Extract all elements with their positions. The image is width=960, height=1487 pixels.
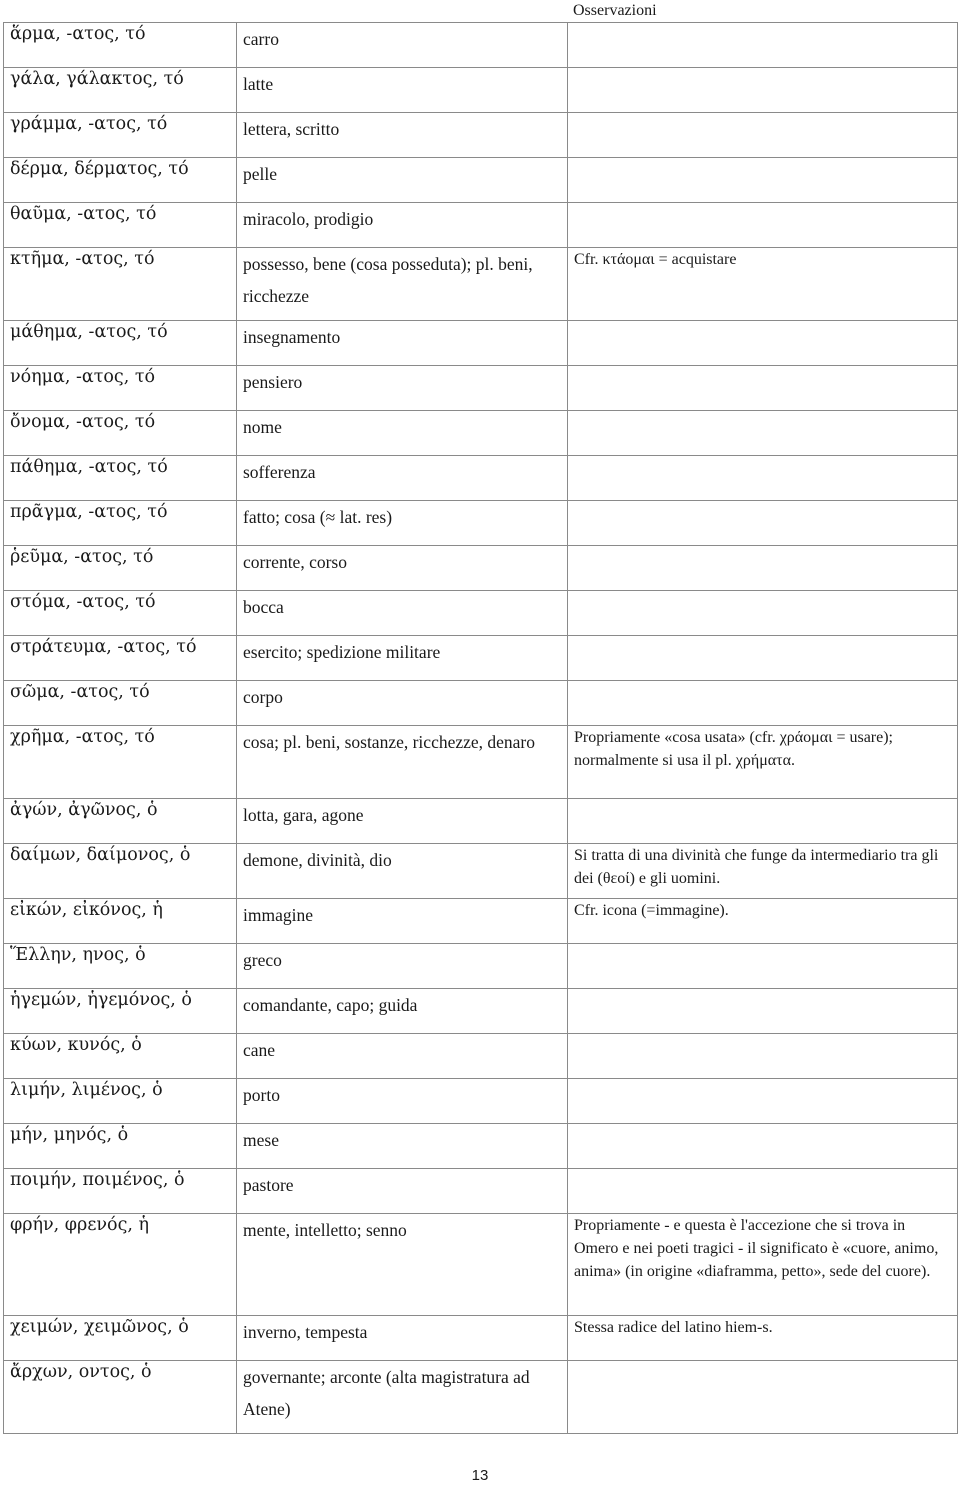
italian-meaning: greco — [237, 944, 568, 989]
table-row — [4, 23, 958, 68]
italian-meaning: comandante, capo; guida — [237, 989, 568, 1034]
observation-note — [568, 1169, 958, 1214]
table-row — [4, 1214, 958, 1316]
table-row — [4, 799, 958, 844]
italian-meaning: cane — [237, 1034, 568, 1079]
table-row — [4, 113, 958, 158]
table-row — [4, 989, 958, 1034]
italian-meaning: immagine — [237, 899, 568, 944]
greek-term: στόμα, -ατος, τό — [4, 591, 237, 636]
observation-note: Propriamente - e questa è l'accezione che si trova in Omero e nei poeti tragici - il significato è «cuore, animo, anima» (in origine «diaframma, petto», sede del cuore). — [568, 1214, 958, 1316]
observation-note — [568, 456, 958, 501]
italian-meaning: miracolo, prodigio — [237, 203, 568, 248]
greek-term: φρήν, φρενός, ἡ — [4, 1214, 237, 1316]
table-row — [4, 844, 958, 899]
greek-term: ῥεῦμα, -ατος, τό — [4, 546, 237, 591]
italian-meaning: possesso, bene (cosa posseduta); pl. beni, ricchezze — [237, 248, 568, 321]
greek-term: σῶμα, -ατος, τό — [4, 681, 237, 726]
observation-note — [568, 23, 958, 68]
greek-term: λιμήν, λιμένος, ὁ — [4, 1079, 237, 1124]
greek-term: κύων, κυνός, ὁ — [4, 1034, 237, 1079]
table-row — [4, 203, 958, 248]
observation-note — [568, 203, 958, 248]
observation-note — [568, 321, 958, 366]
observation-note — [568, 546, 958, 591]
italian-meaning: governante; arconte (alta magistratura ad Atene) — [237, 1361, 568, 1434]
observation-note: Stessa radice del latino hiem-s. — [568, 1316, 958, 1361]
table-row — [4, 636, 958, 681]
italian-meaning: mese — [237, 1124, 568, 1169]
observation-note — [568, 68, 958, 113]
observation-note — [568, 799, 958, 844]
observation-note — [568, 989, 958, 1034]
italian-meaning: lettera, scritto — [237, 113, 568, 158]
observation-note: Cfr. κτάομαι = acquistare — [568, 248, 958, 321]
observation-note — [568, 501, 958, 546]
greek-term: ἄρχων, οντος, ὁ — [4, 1361, 237, 1434]
greek-term: ὄνομα, -ατος, τό — [4, 411, 237, 456]
greek-term: εἰκών, εἰκόνος, ἡ — [4, 899, 237, 944]
italian-meaning: pensiero — [237, 366, 568, 411]
observation-note — [568, 366, 958, 411]
italian-meaning: cosa; pl. beni, sostanze, ricchezze, denaro — [237, 726, 568, 799]
greek-term: στράτευμα, -ατος, τό — [4, 636, 237, 681]
greek-term: χειμών, χειμῶνος, ὁ — [4, 1316, 237, 1361]
greek-term: γράμμα, -ατος, τό — [4, 113, 237, 158]
italian-meaning: corpo — [237, 681, 568, 726]
table-row — [4, 501, 958, 546]
observation-note — [568, 113, 958, 158]
observation-note — [568, 1079, 958, 1124]
italian-meaning: mente, intelletto; senno — [237, 1214, 568, 1316]
italian-meaning: insegnamento — [237, 321, 568, 366]
greek-term: δέρμα, δέρματος, τό — [4, 158, 237, 203]
italian-meaning: pastore — [237, 1169, 568, 1214]
italian-meaning: latte — [237, 68, 568, 113]
table-row — [4, 681, 958, 726]
table-row — [4, 411, 958, 456]
italian-meaning: lotta, gara, agone — [237, 799, 568, 844]
italian-meaning: demone, divinità, dio — [237, 844, 568, 899]
table-row — [4, 591, 958, 636]
observation-note: Cfr. icona (=immagine). — [568, 899, 958, 944]
greek-term: ἀγών, ἀγῶνος, ὁ — [4, 799, 237, 844]
italian-meaning: fatto; cosa (≈ lat. res) — [237, 501, 568, 546]
table-row — [4, 456, 958, 501]
greek-term: μάθημα, -ατος, τό — [4, 321, 237, 366]
table-row — [4, 1169, 958, 1214]
italian-meaning: pelle — [237, 158, 568, 203]
table-row — [4, 158, 958, 203]
table-row — [4, 726, 958, 799]
observation-note — [568, 411, 958, 456]
greek-term: θαῦμα, -ατος, τό — [4, 203, 237, 248]
italian-meaning: carro — [237, 23, 568, 68]
table-row — [4, 68, 958, 113]
greek-term: ἅρμα, -ατος, τό — [4, 23, 237, 68]
table-row — [4, 1124, 958, 1169]
table-row — [4, 1316, 958, 1361]
observation-note — [568, 1034, 958, 1079]
italian-meaning: esercito; spedizione militare — [237, 636, 568, 681]
greek-term: νόημα, -ατος, τό — [4, 366, 237, 411]
observation-note: Propriamente «cosa usata» (cfr. χράομαι = usare); normalmente si usa il pl. χρήματα. — [568, 726, 958, 799]
table-row — [4, 944, 958, 989]
italian-meaning: sofferenza — [237, 456, 568, 501]
greek-term: ἡγεμών, ἡγεμόνος, ὁ — [4, 989, 237, 1034]
vocabulary-table — [3, 22, 958, 1434]
greek-term: δαίμων, δαίμονος, ὁ — [4, 844, 237, 899]
greek-term: Ἕλλην, ηνος, ὁ — [4, 944, 237, 989]
table-row — [4, 1034, 958, 1079]
greek-term: ποιμήν, ποιμένος, ὁ — [4, 1169, 237, 1214]
observation-note — [568, 944, 958, 989]
greek-term: γάλα, γάλακτος, τό — [4, 68, 237, 113]
table-row — [4, 248, 958, 321]
italian-meaning: porto — [237, 1079, 568, 1124]
table-row — [4, 1361, 958, 1434]
observation-note — [568, 591, 958, 636]
observations-column-header: Osservazioni — [573, 2, 657, 19]
italian-meaning: corrente, corso — [237, 546, 568, 591]
observation-note — [568, 1124, 958, 1169]
greek-term: χρῆμα, -ατος, τό — [4, 726, 237, 799]
greek-term: κτῆμα, -ατος, τό — [4, 248, 237, 321]
table-row — [4, 366, 958, 411]
greek-term: μήν, μηνός, ὁ — [4, 1124, 237, 1169]
observation-note — [568, 1361, 958, 1434]
italian-meaning: nome — [237, 411, 568, 456]
observation-note — [568, 636, 958, 681]
table-row — [4, 1079, 958, 1124]
italian-meaning: inverno, tempesta — [237, 1316, 568, 1361]
greek-term: πάθημα, -ατος, τό — [4, 456, 237, 501]
greek-term: πρᾶγμα, -ατος, τό — [4, 501, 237, 546]
page-number: 13 — [471, 1467, 489, 1484]
table-row — [4, 899, 958, 944]
observation-note — [568, 158, 958, 203]
table-row — [4, 546, 958, 591]
observation-note: Si tratta di una divinità che funge da intermediario tra gli dei (θεοί) e gli uomini. — [568, 844, 958, 899]
italian-meaning: bocca — [237, 591, 568, 636]
observation-note — [568, 681, 958, 726]
table-row — [4, 321, 958, 366]
